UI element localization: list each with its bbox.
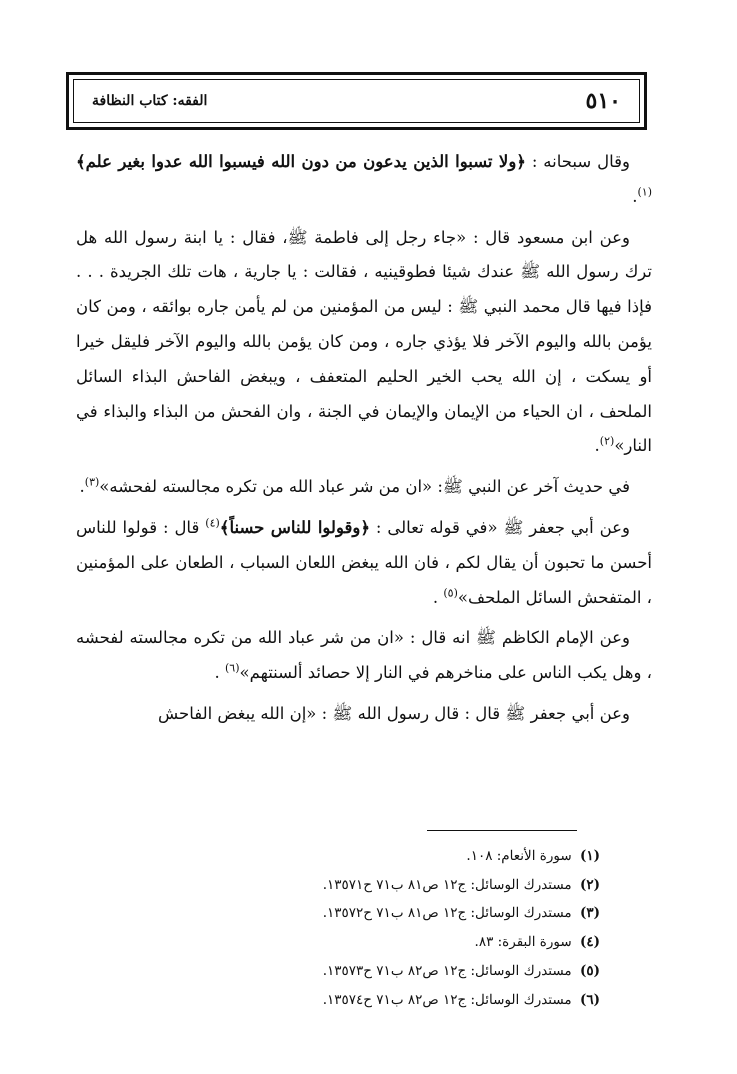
footnote-ref: (٥) — [443, 586, 458, 600]
paragraph-4: وعن أبي جعفر ﷺ «في قوله تعالى : ﴿وقولوا للناس حسناً﴾$^{(٤)}$ قال : قولوا للناس أحسن ما تحبون أن يقال لكم ، فان الله يبغض اللعان السباب ، الطعان على المؤمنين ، المتفحش السائل الملحف»$^{(٥)}$ . — [76, 516, 652, 607]
paragraph-text: في حديث آخر عن النبي ﷺ: «ان من شر عباد الله من تكره مجالسته لفحشه» — [99, 477, 630, 497]
footnote-text: مستدرك الوسائل: ج١٢ ص٨١ ب٧١ ح١٣٥٧١. — [322, 876, 572, 893]
paragraph-text: وقال سبحانه : — [525, 152, 630, 171]
footnote-number: (٢) — [579, 876, 600, 893]
quran-verse: ﴿ولا تسبوا الذين يدعون من دون الله فيسبوا الله عدوا بغير علم﴾ — [76, 152, 526, 171]
footnotes — [76, 842, 652, 1014]
running-title: الفقه: كتاب النظافة — [92, 93, 208, 109]
paragraph-text: وعن أبي جعفر ﷺ قال : قال رسول الله ﷺ : «إن الله يبغض الفاحش — [157, 703, 630, 723]
footnote-ref: (١) — [637, 185, 652, 199]
footnote-ref: (٣) — [84, 475, 100, 489]
body-text — [76, 145, 652, 738]
paragraph-1 — [76, 145, 652, 215]
paragraph-text: . — [632, 186, 638, 206]
header-inner — [73, 79, 640, 123]
quran-verse: ﴿وقولوا للناس حسناً﴾ — [219, 517, 370, 537]
footnote-number: (٣) — [579, 905, 600, 922]
footnote-text: مستدرك الوسائل: ج١٢ ص٨١ ب٧١ ح١٣٥٧٢. — [322, 905, 572, 922]
footnote-number: (٤) — [579, 934, 600, 951]
footnote-ref: (٢) — [599, 434, 615, 448]
paragraph-2: وعن ابن مسعود قال : «جاء رجل إلى فاطمة ﷺ، فقال : يا ابنة رسول الله هل ترك رسول الله ﷺ عندك شيئا فطوقينيه ، فقالت : يا جارية ، هات تلك الجريدة . . . فإذا فيها قال محمد النبي ﷺ : ليس من المؤمنين من لم يأمن جاره بوائقه ، ومن كان يؤمن بالله واليوم الآخر فلا يؤذي جاره ، ومن كان يؤمن بالله واليوم الآخر فليقل خيرا أو يسكت ، إن الله يحب الخير الحليم المتعفف ، ويبغض الفاحش البذاء السائل الملحف ، ان الحياء من الإيمان والإيمان في الجنة ، وان الفحش من البذاء والبذاء في النار»$^{(٢)}$. — [76, 227, 652, 456]
footnote-item — [76, 957, 652, 986]
footnote-item — [76, 842, 652, 871]
footnote-text: مستدرك الوسائل: ج١٢ ص٨٢ ب٧١ ح١٣٥٧٤. — [322, 991, 572, 1008]
footnote-rule — [427, 830, 577, 831]
footnote-item — [76, 899, 652, 928]
footnote-item — [76, 871, 652, 900]
footnote-text: سورة الأنعام: ١٠٨. — [466, 848, 572, 864]
paragraph-5: وعن الإمام الكاظم ﷺ انه قال : «ان من شر عباد الله من تكره مجالسته لفحشه ، وهل يكب الناس على مناخرهم في النار إلا حصائد ألسنتهم»$^{(٦)}$ . — [76, 628, 652, 683]
paragraph-text: قال : قولوا للناس أحسن ما تحبون أن يقال لكم ، فان الله يبغض اللعان السباب ، الطعان على المؤمنين ، المتفحش السائل الملحف» — [76, 517, 652, 607]
footnote-item — [76, 986, 652, 1015]
footnote-number: (٥) — [579, 962, 600, 979]
header-frame — [66, 72, 647, 130]
paragraph-text: وعن ابن مسعود قال : «جاء رجل إلى فاطمة ﷺ، فقال : يا ابنة رسول الله هل ترك رسول الله ﷺ عندك شيئا فطوقينيه ، فقالت : يا جارية ، هات تلك الجريدة . . . فإذا فيها قال محمد النبي ﷺ : ليس من المؤمنين من لم يأمن جاره بوائقه ، ومن كان يؤمن بالله واليوم الآخر فلا يؤذي جاره ، ومن كان يؤمن بالله واليوم الآخر فليقل خيرا أو يسكت ، إن الله يحب الخير الحليم المتعفف ، ويبغض الفاحش البذاء السائل الملحف ، ان الحياء من الإيمان والإيمان في الجنة ، وان الفحش من البذاء والبذاء في النار» — [76, 227, 652, 456]
footnote-number: (٦) — [579, 991, 600, 1008]
page-number: ٥١٠ — [585, 88, 621, 114]
paragraph-text: وعن الإمام الكاظم ﷺ انه قال : «ان من شر عباد الله من تكره مجالسته لفحشه ، وهل يكب الناس على مناخرهم في النار إلا حصائد ألسنتهم» — [76, 628, 652, 683]
footnote-text: مستدرك الوسائل: ج١٢ ص٨٢ ب٧١ ح١٣٥٧٣. — [322, 962, 572, 979]
paragraph-text: وعن أبي جعفر ﷺ «في قوله تعالى : — [370, 517, 630, 537]
footnote-text: سورة البقرة: ٨٣. — [474, 934, 572, 951]
footnote-ref: (٤) — [205, 516, 220, 530]
footnote-number: (١) — [579, 848, 600, 864]
footnote-ref: (٦) — [225, 661, 240, 675]
paragraph-3: في حديث آخر عن النبي ﷺ: «ان من شر عباد الله من تكره مجالسته لفحشه»$^{(٣)}$. — [79, 475, 630, 497]
footnote-item — [76, 928, 652, 957]
paragraph-6 — [76, 697, 652, 732]
